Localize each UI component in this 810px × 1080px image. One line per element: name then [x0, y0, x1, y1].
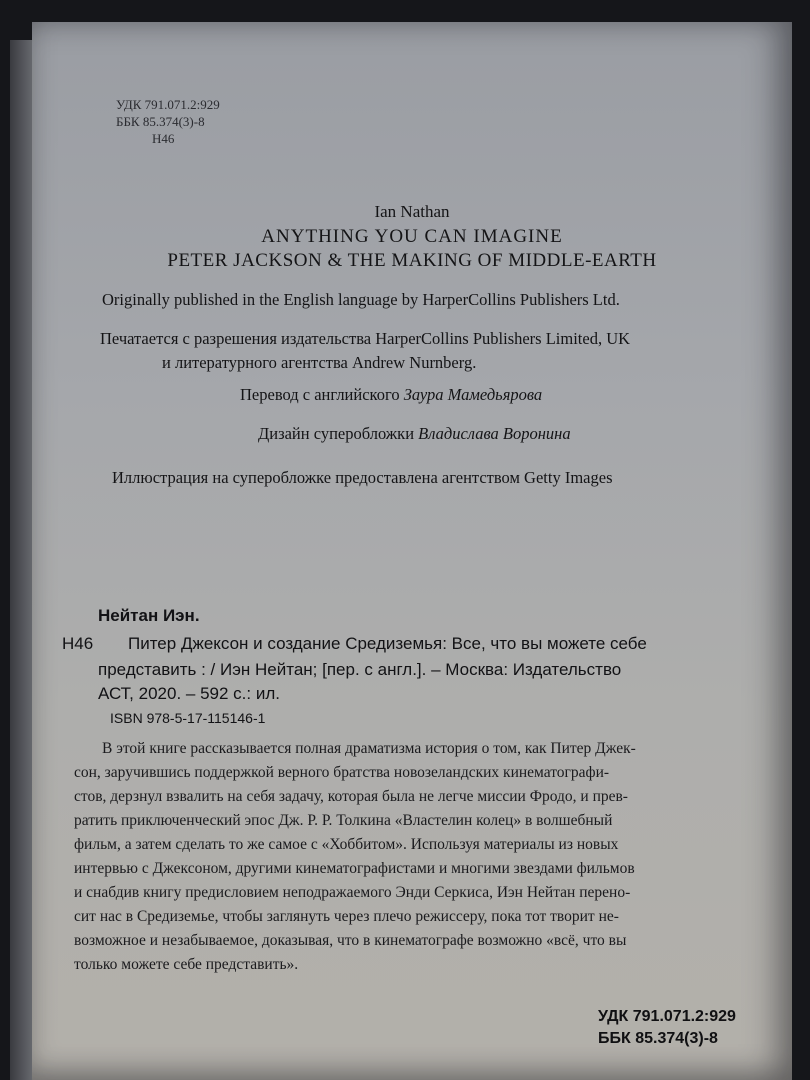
annotation-line: интервью с Джексоном, другими кинематографистами и многими звездами фильмов — [74, 860, 635, 877]
bib-author-mark: Н46 — [62, 634, 94, 653]
bib-line3: АСТ, 2020. – 592 с.: ил. — [98, 684, 280, 703]
annotation-line: стов, дерзнул взвалить на себя задачу, которая была не легче миссии Фродо, и прев- — [74, 788, 628, 805]
annotation-line: В этой книге рассказывается полная драматизма история о том, как Питер Джек- — [102, 740, 636, 757]
annotation-line: только можете себе представить». — [74, 956, 299, 973]
design-prefix: Дизайн суперобложки — [258, 424, 419, 443]
classification-header — [116, 96, 220, 147]
annotation-line: и снабдив книгу предисловием неподражаемого Энди Серкиса, Иэн Нейтан перено- — [74, 884, 631, 901]
original-title-line1: ANYTHING YOU CAN IMAGINE — [261, 226, 563, 247]
udk-code: УДК 791.071.2:929 — [116, 97, 220, 112]
designer-name: Владислава Воронина — [418, 424, 571, 443]
bbk-code-bottom: ББК 85.374(3)-8 — [598, 1030, 718, 1047]
translation-prefix: Перевод с английского — [240, 385, 404, 404]
permission-line2: и литературного агентства Andrew Nurnberg. — [162, 353, 477, 372]
original-author: Ian Nathan — [374, 202, 450, 221]
udk-code-bottom: УДК 791.071.2:929 — [598, 1008, 736, 1025]
permission-line1: Печатается с разрешения издательства HarperCollins Publishers Limited, UK — [100, 329, 631, 348]
classification-footer — [598, 1006, 736, 1050]
translation-credit — [240, 385, 542, 405]
annotation-line: фильм, а затем сделать то же самое с «Хоббитом». Используя материалы из новых — [74, 836, 619, 853]
bib-line1: Питер Джексон и создание Средиземья: Все, что вы можете себе — [128, 634, 647, 653]
book-page — [32, 22, 792, 1080]
illustration-credit: Иллюстрация на суперобложке предоставлена агентством Getty Images — [112, 468, 613, 487]
bbk-code: ББК 85.374(3)-8 — [116, 114, 205, 129]
author-mark: Н46 — [152, 131, 175, 146]
bib-author: Нейтан Иэн. — [98, 606, 200, 625]
original-publisher-note: Originally published in the English language by HarperCollins Publishers Ltd. — [102, 290, 620, 309]
isbn: ISBN 978-5-17-115146-1 — [110, 710, 266, 726]
translator-name: Заура Мамедьярова — [403, 385, 543, 404]
annotation-line: сон, заручившись поддержкой верного братства новозеландских кинематографи- — [74, 764, 610, 781]
design-credit — [258, 424, 571, 444]
bib-line2: представить : / Иэн Нейтан; [пер. с англ.]. – Москва: Издательство — [98, 660, 622, 679]
annotation-line: ратить приключенческий эпос Дж. Р. Р. Толкина «Властелин колец» в волшебный — [74, 812, 613, 829]
original-title-line2: PETER JACKSON & THE MAKING OF MIDDLE-EARTH — [167, 250, 657, 271]
annotation-line: возможное и незабываемое, доказывая, что в кинематографе возможно «всё, что вы — [74, 932, 627, 949]
annotation-line: сит нас в Средиземье, чтобы заглянуть через плечо режиссеру, пока тот творит не- — [74, 908, 619, 925]
